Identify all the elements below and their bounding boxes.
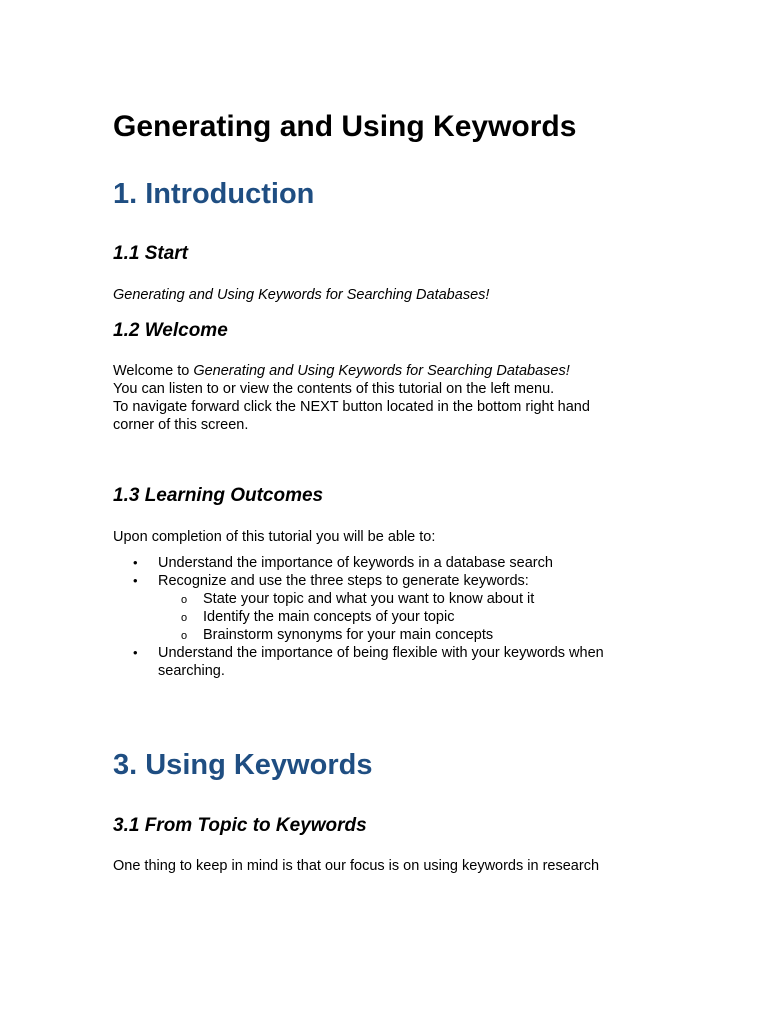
bullet-marker: • — [133, 555, 138, 570]
sub-bullet-marker: o — [181, 612, 188, 624]
sub-list-item — [113, 608, 653, 626]
sub-bullet-marker: o — [181, 594, 188, 606]
section-3-1-text: One thing to keep in mind is that our focus is on using keywords in research — [113, 858, 600, 874]
section-1-1-heading: 1.1 Start — [113, 243, 188, 264]
sub-list-item — [113, 626, 653, 644]
list-item-text: Recognize and use the three steps to generate keywords: — [158, 573, 529, 589]
document-title: Generating and Using Keywords — [113, 110, 577, 143]
list-item — [113, 554, 653, 572]
list-item — [113, 644, 653, 680]
welcome-line-4: corner of this screen. — [113, 417, 249, 433]
keyword-steps-list — [158, 590, 653, 644]
bullet-marker: • — [133, 645, 138, 660]
sub-bullet-marker: o — [181, 630, 188, 642]
section-3-heading: 3. Using Keywords — [113, 749, 373, 781]
sub-list-item-text: Identify the main concepts of your topic — [203, 609, 455, 625]
sub-list-item-text: Brainstorm synonyms for your main concepts — [203, 627, 494, 643]
sub-list-item-text: State your topic and what you want to know about it — [203, 591, 535, 607]
section-1-heading: 1. Introduction — [113, 178, 315, 210]
sub-list-item — [113, 590, 653, 608]
list-item-text-continued: searching. — [158, 663, 225, 679]
bullet-marker: • — [133, 573, 138, 588]
section-1-2-paragraph — [113, 362, 643, 434]
learning-outcomes-list — [113, 554, 653, 680]
section-3-1-heading: 3.1 From Topic to Keywords — [113, 815, 367, 836]
welcome-line-3: To navigate forward click the NEXT button located in the bottom right hand — [113, 399, 590, 415]
section-1-3-intro: Upon completion of this tutorial you will be able to: — [113, 529, 436, 545]
section-1-1-text: Generating and Using Keywords for Searching Databases! — [113, 287, 490, 303]
list-item-text: Understand the importance of being flexible with your keywords when — [158, 645, 604, 661]
list-item — [113, 572, 653, 644]
welcome-line-1 — [113, 362, 643, 380]
welcome-tutorial-title: Generating and Using Keywords for Searching Databases! — [193, 363, 570, 379]
welcome-prefix: Welcome to — [113, 363, 194, 379]
list-item-text: Understand the importance of keywords in a database search — [158, 555, 553, 571]
section-1-3-heading: 1.3 Learning Outcomes — [113, 485, 324, 506]
welcome-line-2: You can listen to or view the contents of this tutorial on the left menu. — [113, 381, 555, 397]
section-1-2-heading: 1.2 Welcome — [113, 320, 228, 341]
